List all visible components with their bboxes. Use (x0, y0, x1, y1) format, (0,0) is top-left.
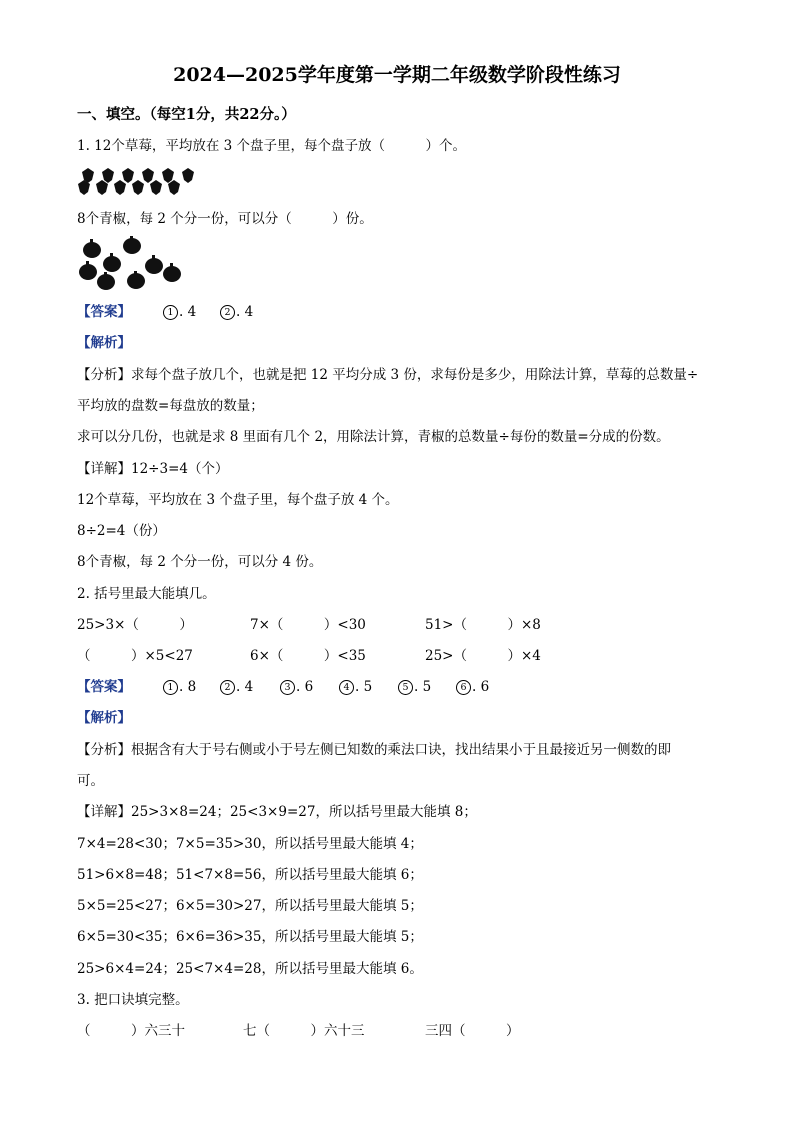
q2-blank: 25>3×（ ） (77, 617, 193, 633)
pepper-icon (123, 236, 141, 254)
q2-blank: 51>（ ）×8 (425, 617, 541, 633)
pepper-icon (127, 271, 145, 289)
answer-item: 4 . 5 (339, 678, 372, 696)
answer-item: 2 . 4 (220, 303, 253, 321)
strawberry-image (78, 164, 196, 198)
pepper-icon (145, 255, 163, 274)
detail-text: 【详解】12÷3=4（个） (77, 461, 229, 477)
pepper-icon (83, 239, 101, 258)
analysis-text: 【分析】求每个盘子放几个，也就是把 12 平均分成 3 份，求每份是多少，用除法计算，草莓的总数量÷ (77, 367, 699, 383)
jiexi-label: 【解析】 (77, 335, 131, 351)
answer-item: 3 . 6 (280, 678, 313, 696)
q3-title: 3. 把口诀填完整。 (77, 992, 189, 1008)
pepper-image (76, 236, 184, 292)
detail-text: 8个青椒，每 2 个分一份，可以分 4 份。 (77, 554, 323, 570)
detail-text: 25>6×4=24；25<7×4=28，所以括号里最大能填 6。 (77, 961, 423, 977)
detail-text: 【详解】25>3×8=24；25<3×9=27，所以括号里最大能填 8； (77, 804, 477, 820)
q2-blank: 6×（ ）<35 (250, 648, 366, 664)
detail-text: 8÷2=4（份） (77, 523, 166, 539)
detail-text: 12个草莓，平均放在 3 个盘子里，每个盘子放 4 个。 (77, 492, 399, 508)
detail-text: 51>6×8=48；51<7×8=56，所以括号里最大能填 6； (77, 867, 423, 883)
jiexi-label: 【解析】 (77, 710, 131, 726)
analysis-text: 求可以分几份，也就是求 8 里面有几个 2，用除法计算，青椒的总数量÷每份的数量=分成的份数。 (77, 429, 670, 445)
q2-blank: （ ）×5<27 (77, 648, 193, 664)
q2-title: 2. 括号里最大能填几。 (77, 586, 216, 602)
answer-item: 2 . 4 (220, 678, 253, 696)
page-title: 2024—2025学年度第一学期二年级数学阶段性练习 (173, 64, 621, 86)
detail-text: 7×4=28<30；7×5=35>30，所以括号里最大能填 4； (77, 836, 423, 852)
q2-blank: 25>（ ）×4 (425, 648, 541, 664)
q3-blank: （ ）六三十 (77, 1023, 185, 1039)
q3-blank: 三四（ ） (425, 1023, 520, 1039)
q1-strawberry-text: 1. 12个草莓，平均放在 3 个盘子里，每个盘子放（ ）个。 (77, 138, 467, 154)
pepper-icon (103, 253, 121, 272)
answer-label: 【答案】 (77, 679, 131, 695)
analysis-text: 平均放的盘数=每盘放的数量； (77, 398, 264, 414)
pepper-icon (79, 261, 97, 280)
answer-item: 1 . 8 (163, 678, 196, 696)
pepper-icon (97, 272, 115, 290)
answer-item: 5 . 5 (398, 678, 431, 696)
pepper-icon (163, 263, 181, 282)
answer-item: 1 . 4 (163, 303, 196, 321)
analysis-text: 【分析】根据含有大于号右侧或小于号左侧已知数的乘法口诀，找出结果小于且最接近另一侧数的即 (77, 742, 671, 758)
q3-blank: 七（ ）六十三 (243, 1023, 365, 1039)
detail-text: 6×5=30<35；6×6=36>35，所以括号里最大能填 5； (77, 929, 423, 945)
detail-text: 5×5=25<27；6×5=30>27，所以括号里最大能填 5； (77, 898, 423, 914)
section-heading: 一、填空。（每空1分，共22分。） (77, 106, 296, 123)
analysis-text: 可。 (77, 773, 104, 789)
answer-item: 6 . 6 (456, 678, 489, 696)
q1-pepper-text: 8个青椒，每 2 个分一份，可以分（ ）份。 (77, 211, 373, 227)
q2-blank: 7×（ ）<30 (250, 617, 366, 633)
answer-label: 【答案】 (77, 304, 131, 320)
